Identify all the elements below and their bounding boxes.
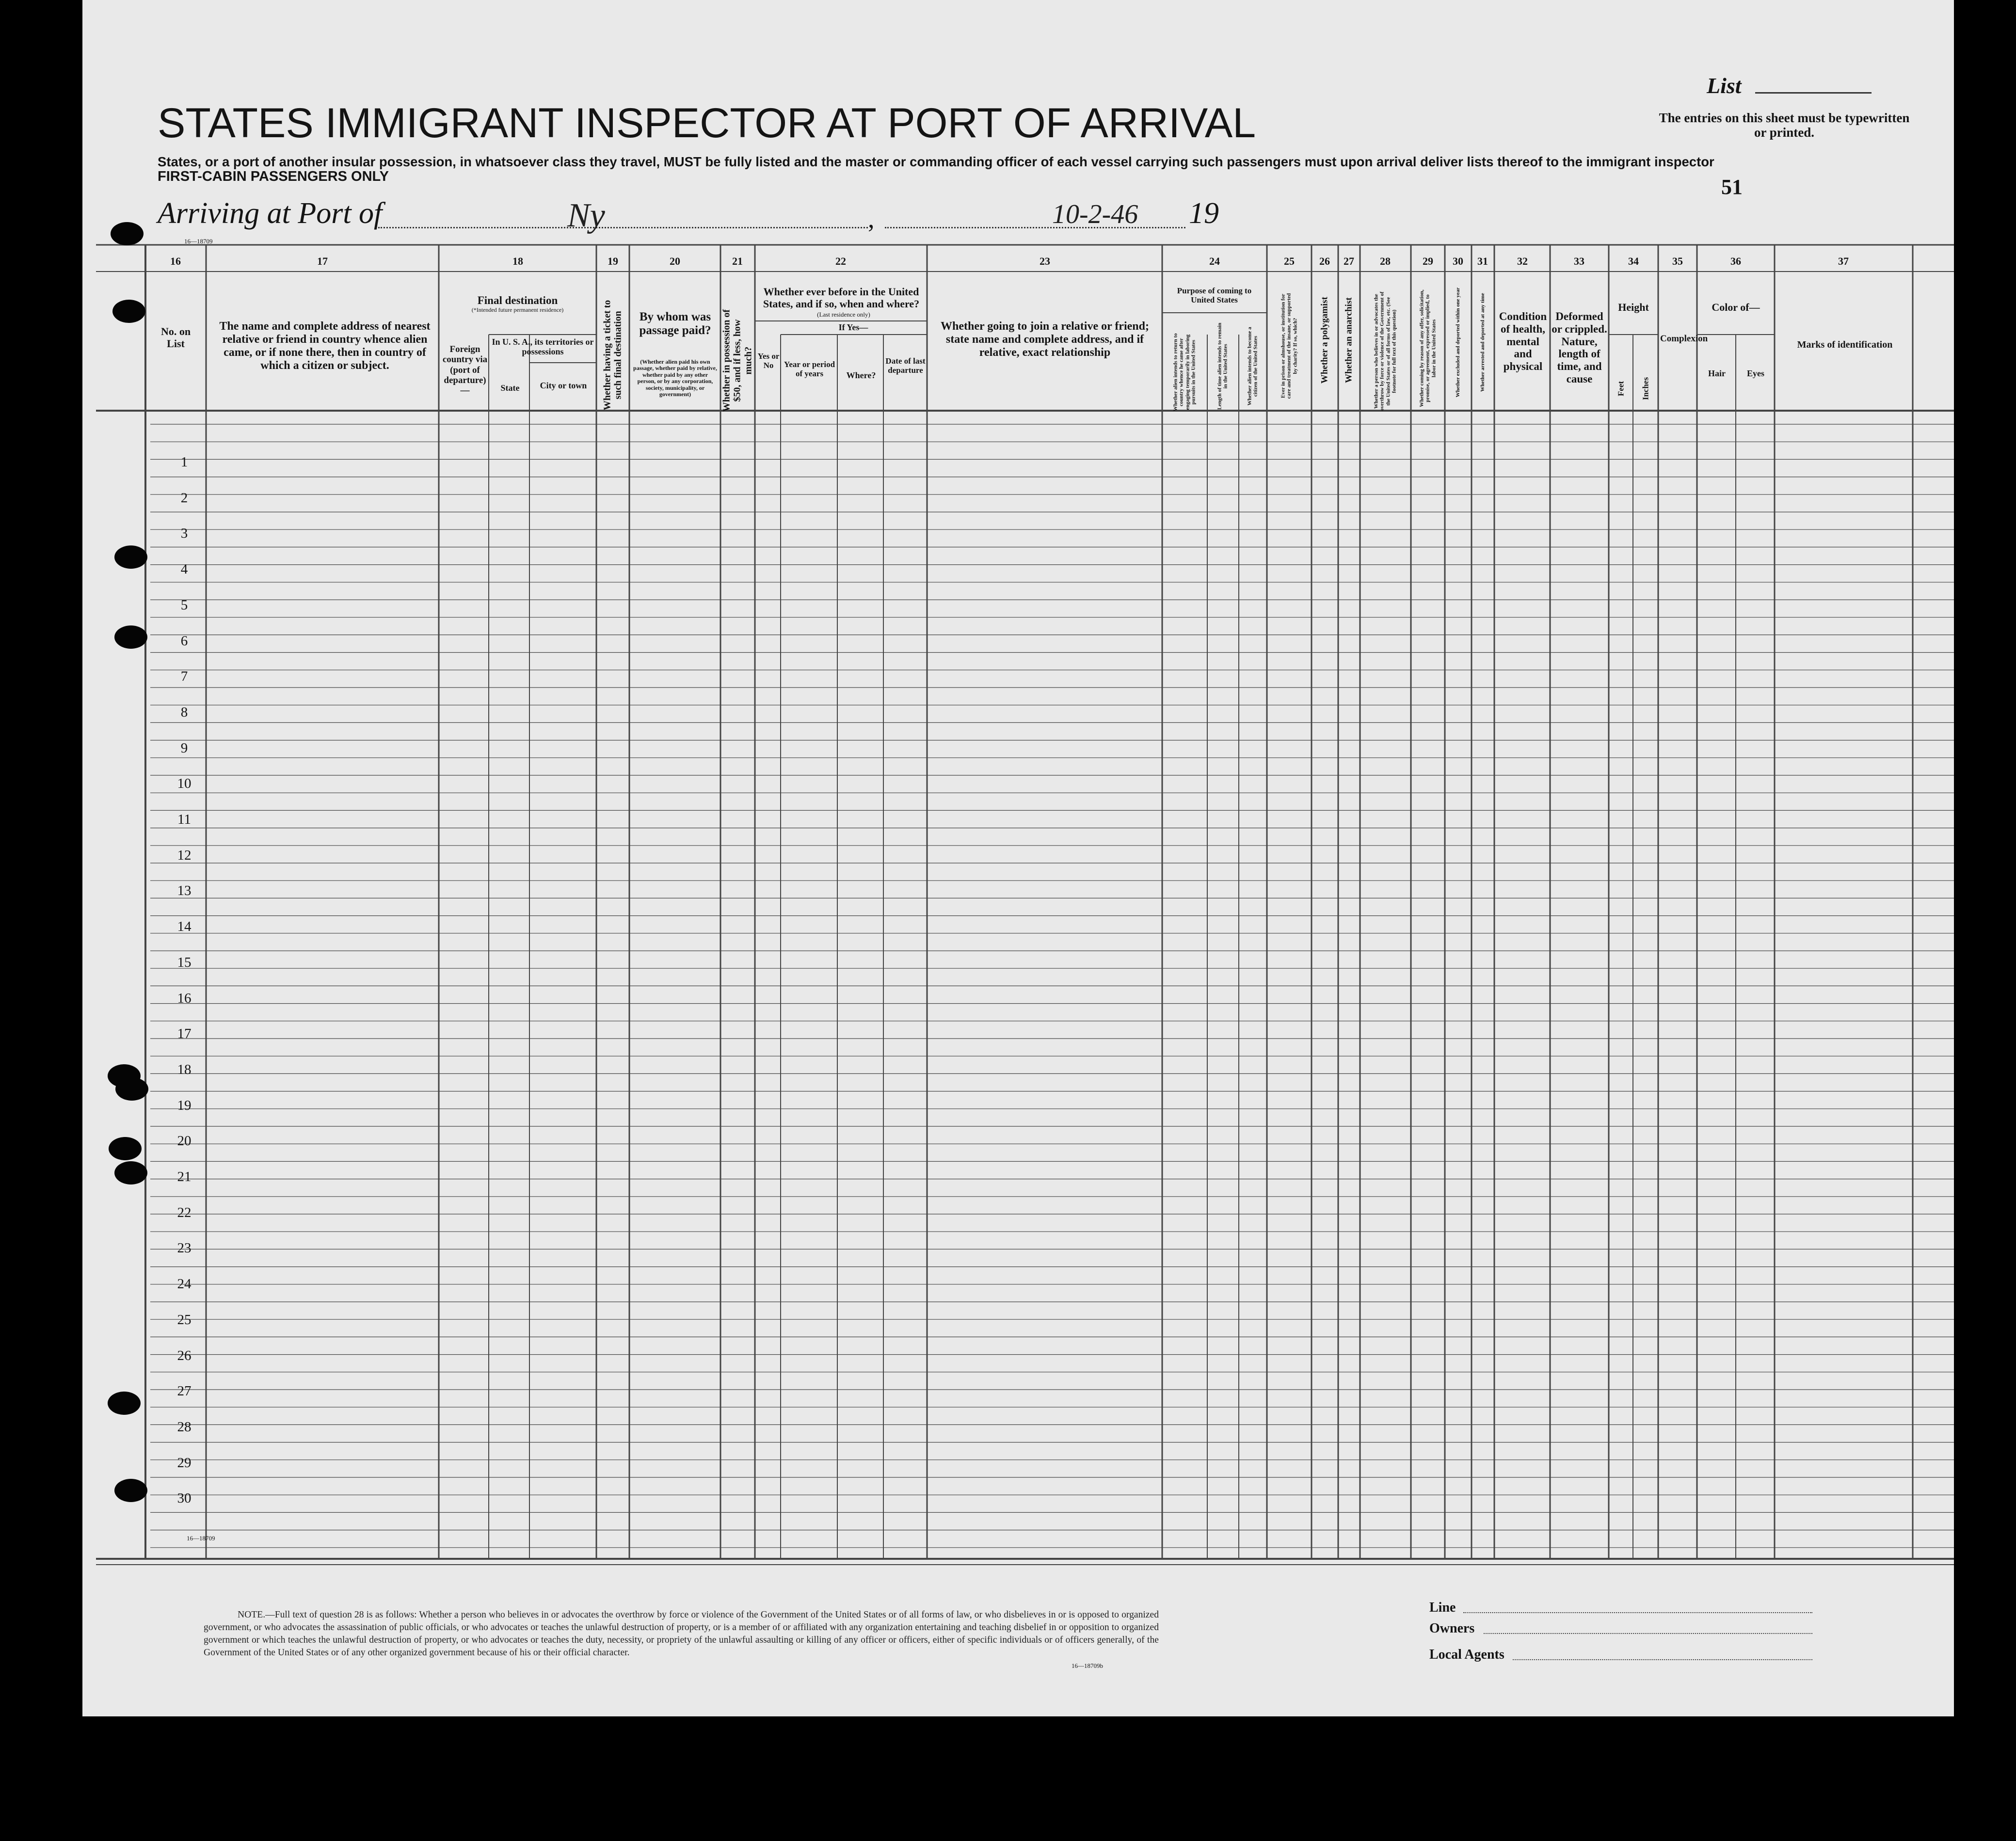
cabin-class-label: FIRST-CABIN PASSENGERS ONLY — [158, 169, 389, 184]
column-22-sub-yes: Yes or No — [757, 352, 780, 370]
column-number: 24 — [1209, 255, 1220, 267]
local-agents-label: Local Agents — [1429, 1647, 1504, 1662]
binder-hole — [112, 300, 145, 323]
column-20-label: By whom was passage paid? — [639, 310, 711, 337]
column-number: 36 — [1730, 255, 1741, 267]
column-18-sub-city: City or town — [540, 381, 587, 390]
owners-label: Owners — [1429, 1621, 1475, 1636]
column-34-sub-feet: Feet — [1616, 381, 1626, 396]
row-number: 25 — [177, 1312, 192, 1328]
column-22-sub-year: Year or period of years — [784, 360, 835, 379]
row-number: 23 — [177, 1240, 192, 1256]
row-number: 29 — [177, 1455, 192, 1471]
row-number: 7 — [180, 669, 188, 685]
binder-hole — [114, 1161, 147, 1185]
column-16-label: No. on List — [160, 325, 191, 350]
column-31-label: Whether arrested and deported at any time — [1479, 292, 1486, 392]
typewritten-instruction: The entries on this sheet must be typewritten or printed. — [1659, 111, 1910, 140]
line-field[interactable] — [1463, 1612, 1812, 1613]
row-number: 21 — [177, 1169, 192, 1185]
column-22-sub-ifyes: If Yes— — [838, 322, 868, 332]
list-label: List — [1707, 73, 1742, 98]
column-22-sub-date: Date of last departure — [885, 356, 926, 375]
column-number: 28 — [1380, 255, 1391, 267]
binder-hole — [114, 545, 147, 569]
row-number: 2 — [180, 490, 188, 506]
row-number: 22 — [177, 1204, 192, 1220]
arriving-port-label: Arriving at Port of — [158, 197, 383, 230]
column-32-label: Condition of health, mental and physical — [1499, 310, 1547, 372]
sheet-number: 51 — [1721, 175, 1743, 199]
column-25-label: Ever in prison or almshouse, or institution for care and treatment of the insane, or supported by charity? If so, which? — [1280, 293, 1298, 399]
date-value: 10-2-46 — [1052, 199, 1138, 229]
form-code-top: 16—18709 — [184, 238, 213, 245]
footnote: NOTE.—Full text of question 28 is as follows: Whether a person who believes in or advocates the overthrow by force or violence of the Government of the United States or of all forms of law, or who disbelieves in or is opposed to organized government, or who advocates the assassination of public officials, or who advocates or teaches the unlawful destruction of property, or is a member of or affiliated with any organization entertaining and teaching disbelief in or opposition to organized government or which teaches the unlawful destruction of property, or who advocates or teaches the duty, necessity, or propriety of the unlawful assaulting or killing of any officer or officers, either of specific individuals or of officers generally, of the Government of the United States or of any other organized government because of his or their official character. — [204, 1610, 1159, 1658]
column-number: 30 — [1453, 255, 1463, 267]
column-number: 32 — [1517, 255, 1528, 267]
row-number: 8 — [180, 704, 188, 720]
column-22-note: (Last residence only) — [817, 311, 870, 318]
row-number: 9 — [180, 740, 188, 756]
column-number: 17 — [317, 255, 328, 267]
row-number: 19 — [177, 1097, 192, 1113]
column-35-label: Complexion — [1660, 334, 1708, 344]
column-number: 31 — [1477, 255, 1488, 267]
column-18-label: Final destination — [477, 294, 558, 306]
row-number: 5 — [180, 597, 188, 613]
row-number: 1 — [180, 454, 188, 470]
column-37-label: Marks of identification — [1797, 339, 1893, 350]
row-number: 13 — [177, 883, 192, 899]
row-number: 30 — [177, 1490, 192, 1506]
comma-separator: , — [868, 204, 875, 233]
column-number: 16 — [170, 255, 181, 267]
column-number: 29 — [1423, 255, 1433, 267]
column-27-label: Whether an anarchist — [1344, 297, 1354, 383]
column-18-sub-state: State — [500, 383, 520, 393]
row-number: 4 — [180, 561, 188, 577]
column-22-sub-where: Where? — [846, 370, 876, 380]
form-code-note: 16—18709b — [1072, 1662, 1103, 1669]
column-24-label: Purpose of coming to United States — [1177, 286, 1252, 305]
row-number: 27 — [177, 1383, 192, 1399]
column-24-sub-a: Whether alien intends to return to country whence he came after engaging temporarily in laboring pursuits in the United States — [1172, 333, 1197, 411]
column-number: 37 — [1838, 255, 1849, 267]
column-number: 35 — [1672, 255, 1683, 267]
column-21-label: Whether in possession of $50, and if less, how much? — [721, 309, 754, 412]
column-number: 23 — [1040, 255, 1050, 267]
column-number: 26 — [1319, 255, 1330, 267]
row-number: 26 — [177, 1347, 192, 1363]
column-number: 25 — [1284, 255, 1295, 267]
column-number: 22 — [835, 255, 846, 267]
column-20-note: (Whether alien paid his own passage, whether paid by relative, whether paid by any other person, or by any corporation, society, municipality, or government) — [633, 358, 717, 398]
column-18-sub-foreign: Foreign country via (port of departure)— — [442, 344, 488, 396]
row-number: 12 — [177, 847, 192, 863]
column-36-sub-eyes: Eyes — [1747, 368, 1764, 378]
row-number: 15 — [177, 954, 192, 970]
column-29-label: Whether coming by reason of any offer, solicitation, promise, or agreement, expressed or implied, to labor in the United States — [1419, 289, 1437, 407]
row-number: 6 — [180, 633, 188, 649]
row-number: 3 — [180, 526, 188, 542]
port-value: Ny — [567, 197, 605, 234]
column-36-label: Color of— — [1712, 301, 1760, 313]
row-number: 16 — [177, 990, 192, 1006]
binder-hole — [115, 1077, 148, 1101]
column-number: 20 — [670, 255, 680, 267]
column-34-sub-inches: Inches — [1641, 377, 1650, 400]
local-agents-field[interactable] — [1513, 1659, 1812, 1660]
column-30-label: Whether excluded and deported within one year — [1455, 287, 1461, 397]
form-code-bottom: 16—18709 — [187, 1535, 215, 1542]
column-34-label: Height — [1618, 301, 1649, 313]
column-28-label: Whether a person who believes in or advocates the overthrow by force or violence of the Government of the United States or of all forms of law, etc. (See footnote for full text of this question) — [1373, 291, 1397, 411]
binder-hole — [111, 222, 144, 245]
column-number: 34 — [1628, 255, 1639, 267]
row-number: 18 — [177, 1061, 192, 1077]
column-23-label: Whether going to join a relative or friend; state name and complete address, and if relative, exact relationship — [941, 320, 1149, 359]
owners-field[interactable] — [1484, 1633, 1812, 1634]
row-number: 10 — [177, 776, 192, 792]
column-number: 19 — [608, 255, 618, 267]
column-24-sub-c: Whether alien intends to become a citizen of the United States — [1247, 326, 1259, 405]
row-number: 28 — [177, 1419, 192, 1435]
row-number: 24 — [177, 1276, 192, 1292]
column-36-sub-hair: Hair — [1708, 368, 1726, 378]
subtitle-text: States, or a port of another insular possession, in whatsoever class they travel, MUST be fully listed and the master or commanding officer of each vessel carrying such passengers must upon arrival deliver lists thereof to the immigrant inspector — [158, 154, 1714, 169]
column-26-label: Whether a polygamist — [1319, 296, 1330, 384]
column-19-label: Whether having a ticket to such final destination — [602, 300, 624, 411]
year-prefix: 19 — [1189, 197, 1219, 230]
column-33-label: Deformed or crippled. Nature, length of time, and cause — [1552, 310, 1607, 385]
column-22-label: Whether ever before in the United States, and if so, when and where? — [763, 286, 920, 310]
column-number: 18 — [512, 255, 523, 267]
row-number: 14 — [177, 919, 192, 935]
column-18-note: (*Intended future permanent residence) — [471, 306, 564, 313]
binder-hole — [114, 1479, 147, 1502]
page-title: STATES IMMIGRANT INSPECTOR AT PORT OF ARRIVAL — [158, 100, 1256, 146]
column-18-sub-usa: In U. S. A., its territories or possessions — [492, 337, 594, 357]
line-label: Line — [1429, 1600, 1456, 1615]
column-number: 33 — [1574, 255, 1584, 267]
row-number: 20 — [177, 1133, 192, 1149]
column-17-label: The name and complete address of nearest relative or friend in country whence alien came, or if none there, then in country of which a citizen or subject. — [219, 320, 431, 372]
row-number: 17 — [177, 1026, 192, 1042]
row-number: 11 — [177, 812, 191, 827]
binder-hole — [114, 625, 147, 649]
column-24-sub-b: Length of time alien intends to remain in the United States — [1216, 322, 1229, 410]
column-number: 27 — [1344, 255, 1354, 267]
column-number: 21 — [732, 255, 743, 267]
binder-hole — [108, 1392, 141, 1415]
binder-hole — [109, 1137, 142, 1160]
